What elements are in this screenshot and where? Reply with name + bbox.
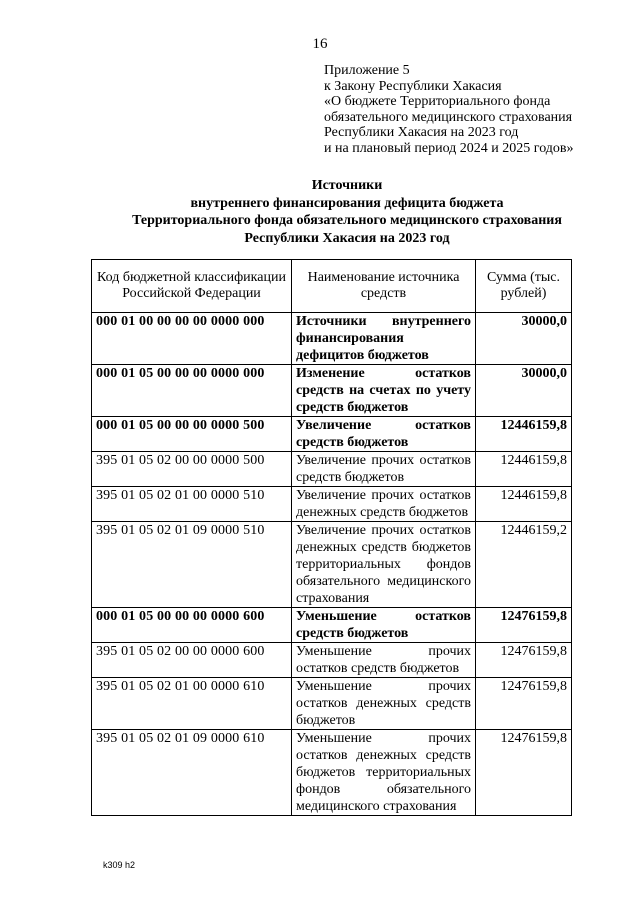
table-row [92,608,572,643]
row-code: 000 01 05 00 00 00 0000 500 [92,417,292,452]
row-sum: 30000,0 [476,313,572,365]
row-name: Увеличение прочих остатков денежных средств бюджетов территориальных фондов обязательного медицинского страхования [292,522,476,608]
row-name: Увеличение прочих остатков средств бюджетов [292,452,476,487]
title-line: Территориального фонда обязательного медицинского страхования [132,213,562,228]
row-name: Увеличение остатков средств бюджетов [292,417,476,452]
title-line: внутреннего финансирования дефицита бюджета [190,195,504,211]
row-code: 000 01 05 00 00 00 0000 600 [92,608,292,643]
table-row [92,313,572,365]
row-sum: 12476159,8 [476,608,572,643]
row-code: 395 01 05 02 01 09 0000 510 [92,522,292,608]
appendix-line: Республики Хакасия на 2023 год [324,125,519,141]
appendix-line: к Закону Республики Хакасия [324,78,502,94]
row-code: 395 01 05 02 01 09 0000 610 [92,730,292,816]
row-name: Уменьшение прочих остатков денежных средств бюджетов [292,678,476,730]
table-header-row [92,260,572,313]
appendix-line: обязательного медицинского страхования [324,109,573,125]
table-row [92,365,572,417]
row-code: 395 01 05 02 00 00 0000 600 [92,643,292,678]
table-row [92,452,572,487]
row-name: Увеличение прочих остатков денежных средств бюджетов [292,487,476,522]
appendix-header [324,63,624,157]
table-row [92,417,572,452]
row-code: 395 01 05 02 00 00 0000 500 [92,452,292,487]
table-row [92,678,572,730]
table-body [92,313,572,816]
table-row [92,522,572,608]
title-line: Источники [311,178,383,193]
row-sum: 12446159,8 [476,452,572,487]
row-name: Уменьшение прочих остатков денежных средств бюджетов территориальных фондов обязательного медицинского страхования [292,730,476,816]
row-sum: 12446159,2 [476,522,572,608]
row-sum: 12476159,8 [476,643,572,678]
header-name: Наименование источника средств [292,260,476,313]
row-sum: 12476159,8 [476,678,572,730]
header-code: Код бюджетной классификации Российской Федерации [92,260,292,313]
appendix-line: Приложение 5 [324,63,410,78]
row-sum: 30000,0 [476,365,572,417]
footer-code: k309 h2 [103,860,136,870]
table-row [92,487,572,522]
row-sum: 12476159,8 [476,730,572,816]
page-number: 16 [312,36,328,52]
document-title [0,177,640,247]
row-code: 395 01 05 02 01 00 0000 610 [92,678,292,730]
appendix-line: и на плановый период 2024 и 2025 годов» [324,140,574,156]
row-sum: 12446159,8 [476,487,572,522]
header-sum: Сумма (тыс. рублей) [476,260,572,313]
title-line: Республики Хакасия на 2023 год [244,230,450,246]
row-name: Уменьшение прочих остатков средств бюджетов [292,643,476,678]
row-name: Изменение остатков средств на счетах по учету средств бюджетов [292,365,476,417]
table-row [92,730,572,816]
appendix-line: «О бюджете Территориального фонда [324,94,551,110]
table-row [92,643,572,678]
row-code: 000 01 05 00 00 00 0000 000 [92,365,292,417]
sources-table [91,259,572,816]
row-name: Источники внутреннего финансирования дефицитов бюджетов [292,313,476,365]
row-name: Уменьшение остатков средств бюджетов [292,608,476,643]
row-code: 395 01 05 02 01 00 0000 510 [92,487,292,522]
row-code: 000 01 00 00 00 00 0000 000 [92,313,292,365]
row-sum: 12446159,8 [476,417,572,452]
